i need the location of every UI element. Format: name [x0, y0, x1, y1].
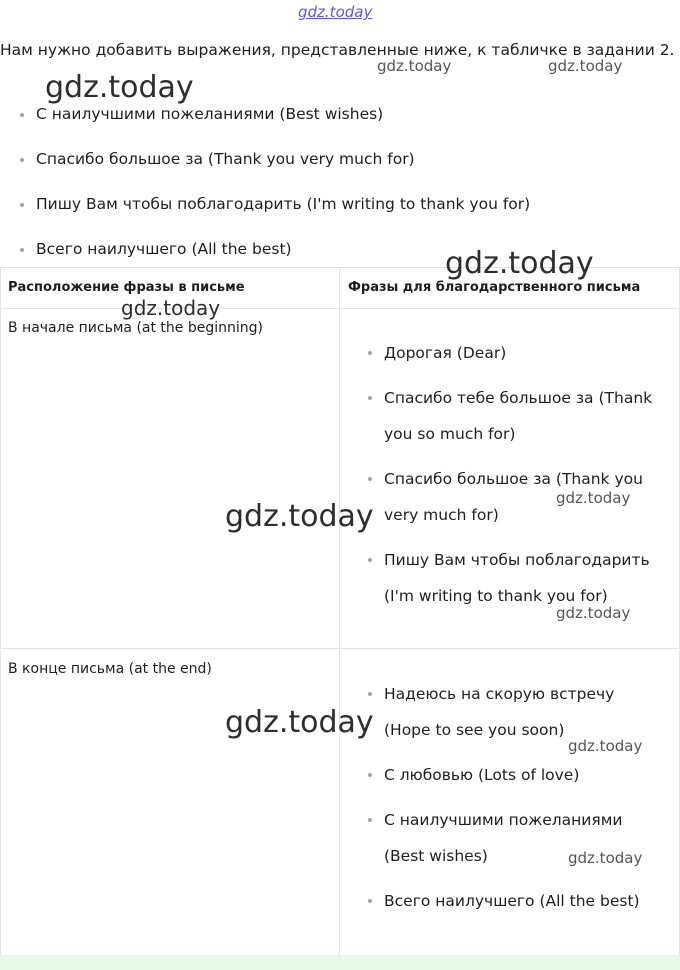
- watermark: gdz.today: [556, 604, 631, 622]
- phrase-text: С наилучшими пожеланиями: [384, 811, 623, 829]
- phrase-list: [0, 92, 530, 272]
- bottom-strip: [0, 955, 680, 970]
- phrase-text: Пишу Вам чтобы поблагодарить: [384, 551, 650, 569]
- table-cell-position: В начале письма (at the beginning): [8, 320, 263, 336]
- watermark: gdz.today: [121, 296, 221, 320]
- watermark: gdz.today: [45, 70, 194, 105]
- table-header-phrases: Фразы для благодарственного письма: [348, 280, 641, 295]
- table-phrase-item: [384, 883, 640, 919]
- list-item: [0, 182, 530, 227]
- bullet-icon: [368, 692, 372, 696]
- table-column-divider: [339, 267, 340, 970]
- watermark: gdz.today: [445, 246, 594, 281]
- bullet-icon: [368, 773, 372, 777]
- bullet-icon: [368, 396, 372, 400]
- bullet-icon: [20, 113, 24, 117]
- phrase-text-continued: very much for): [384, 506, 499, 524]
- table-border-left: [0, 267, 1, 970]
- watermark: gdz.today: [568, 849, 643, 867]
- bullet-icon: [20, 158, 24, 162]
- list-item-text: Пишу Вам чтобы поблагодарить (I'm writing to thank you for): [36, 195, 531, 213]
- list-item-text: Спасибо большое за (Thank you very much for): [36, 150, 415, 168]
- bullet-icon: [368, 351, 372, 355]
- list-item-text: С наилучшими пожеланиями (Best wishes): [36, 105, 384, 123]
- list-item: [0, 137, 530, 182]
- bullet-icon: [20, 248, 24, 252]
- phrase-text-continued: you so much for): [384, 425, 516, 443]
- list-item-text: Всего наилучшего (All the best): [36, 240, 292, 258]
- phrase-text: Спасибо большое за (Thank you: [384, 470, 643, 488]
- phrase-text: Спасибо тебе большое за (Thank: [384, 389, 653, 407]
- watermark: gdz.today: [556, 489, 631, 507]
- table-phrase-item: [384, 757, 579, 793]
- phrase-text: Всего наилучшего (All the best): [384, 892, 640, 910]
- intro-text: Нам нужно добавить выражения, представленные ниже, к табличке в задании 2.: [0, 41, 675, 59]
- bullet-icon: [368, 558, 372, 562]
- watermark: gdz.today: [225, 499, 374, 534]
- watermark: gdz.today: [377, 57, 452, 75]
- phrase-text: Надеюсь на скорую встречу: [384, 685, 615, 703]
- watermark[interactable]: gdz.today: [298, 3, 373, 21]
- table-phrase-item: [384, 335, 506, 371]
- bullet-icon: [20, 203, 24, 207]
- watermark: gdz.today: [225, 705, 374, 740]
- watermark: gdz.today: [548, 57, 623, 75]
- phrase-text: С любовью (Lots of love): [384, 766, 580, 784]
- bullet-icon: [368, 477, 372, 481]
- table-cell-position: В конце письма (at the end): [8, 661, 212, 677]
- bullet-icon: [368, 899, 372, 903]
- table-header-divider: [0, 308, 680, 309]
- phrase-text-continued: (Hope to see you soon): [384, 721, 565, 739]
- table-phrase-item: [384, 380, 652, 416]
- table-phrase-item: [384, 542, 650, 578]
- table-row-divider: [0, 648, 680, 649]
- phrase-text: Дорогая (Dear): [384, 344, 507, 362]
- watermark: gdz.today: [568, 737, 643, 755]
- phrase-text-continued: (Best wishes): [384, 847, 488, 865]
- bullet-icon: [368, 818, 372, 822]
- table-phrase-item: [384, 676, 614, 712]
- table-header-position: Расположение фразы в письме: [8, 280, 245, 295]
- table-phrase-item: [384, 802, 622, 838]
- phrase-text-continued: (I'm writing to thank you for): [384, 587, 608, 605]
